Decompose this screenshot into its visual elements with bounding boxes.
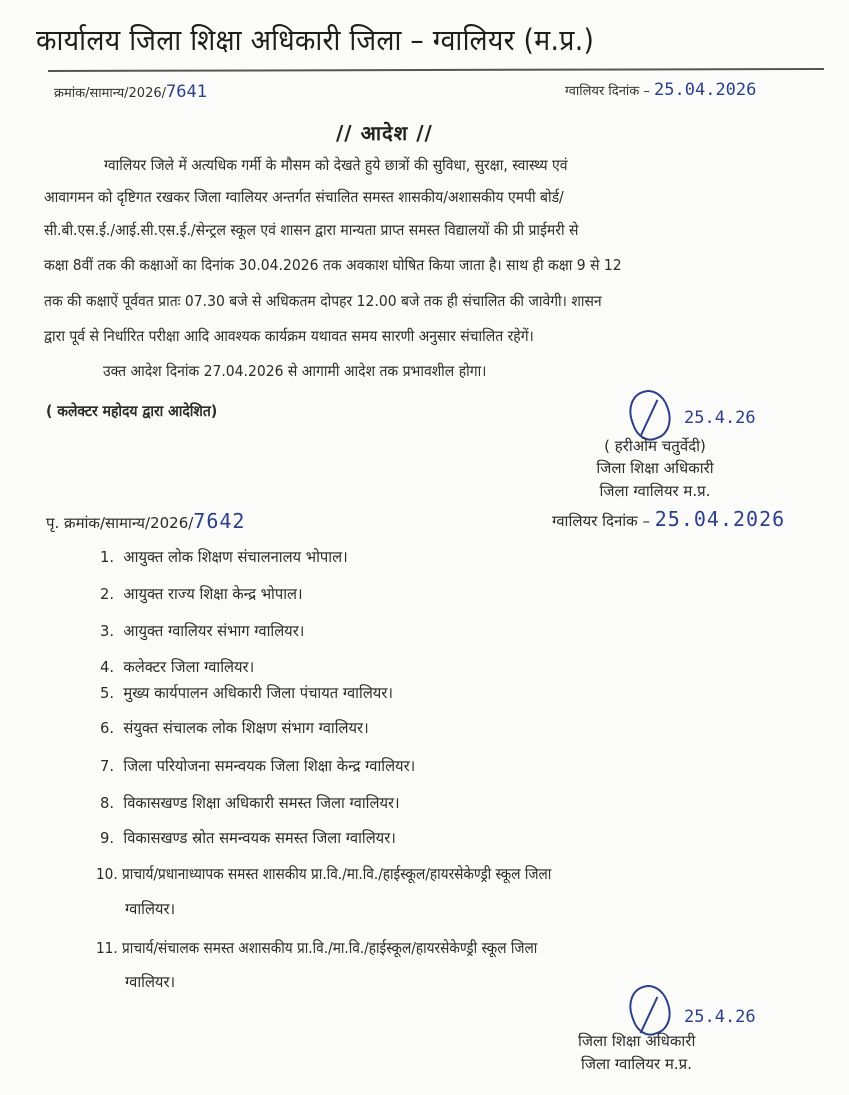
reference-number bbox=[54, 82, 207, 102]
officer-designation: जिला शिक्षा अधिकारी bbox=[578, 1032, 696, 1050]
paragraph-line: ग्वालियर जिले में अत्यधिक गर्मी के मौसम को देखते हुये छात्रों की सुविधा, सुरक्षा, स्वास्थ्य एवं bbox=[104, 156, 568, 174]
list-item: 1. आयुक्त लोक शिक्षण संचालनालय भोपाल। bbox=[100, 548, 348, 566]
officer-designation: जिला शिक्षा अधिकारी bbox=[596, 459, 714, 477]
endorsement-handwritten-number: 7642 bbox=[193, 509, 246, 533]
list-item: 7. जिला परियोजना समन्वयक जिला शिक्षा केन्द्र ग्वालियर। bbox=[100, 757, 416, 775]
endorsement-date bbox=[552, 507, 785, 531]
order-heading: // आदेश // bbox=[336, 121, 433, 145]
list-item-continuation: ग्वालियर। bbox=[125, 973, 176, 991]
signature-date: 25.4.26 bbox=[684, 408, 756, 428]
signature-date: 25.4.26 bbox=[684, 1007, 756, 1027]
endorsement-date-label: ग्वालियर दिनांक – bbox=[552, 512, 650, 530]
list-item: 4. कलेक्टर जिला ग्वालियर। bbox=[100, 658, 255, 676]
reference-prefix: क्रमांक/सामान्य/2026/ bbox=[54, 86, 167, 101]
list-item: 3. आयुक्त ग्वालियर संभाग ग्वालियर। bbox=[100, 622, 305, 640]
list-item: 11. प्राचार्य/संचालक समस्त अशासकीय प्रा.वि./मा.वि./हाईस्कूल/हायरसेकेण्ड्री स्कूल जिला bbox=[96, 939, 538, 957]
list-item: 6. संयुक्त संचालक लोक शिक्षण संभाग ग्वालियर। bbox=[100, 719, 369, 737]
header-date bbox=[565, 80, 756, 100]
list-item: 5. मुख्य कार्यपालन अधिकारी जिला पंचायत ग्वालियर। bbox=[100, 684, 393, 702]
paragraph-line: तक की कक्षाऐं पूर्ववत प्रातः 07.30 बजे से अधिकतम दोपहर 12.00 बजे तक ही संचालित की जावेगी। शासन bbox=[44, 292, 602, 310]
officer-location: जिला ग्वालियर म.प्र. bbox=[581, 1055, 692, 1073]
officer-name: ( हरीओम चतुर्वेदी) bbox=[604, 437, 706, 455]
list-item: 2. आयुक्त राज्य शिक्षा केन्द्र भोपाल। bbox=[100, 585, 303, 603]
paragraph-line: सी.बी.एस.ई./आई.सी.एस.ई./सेन्ट्रल स्कूल एवं शासन द्वारा मान्यता प्राप्त समस्त विद्यालयों की प्री प्राईमरी से bbox=[44, 221, 579, 239]
paragraph-line: आवागमन को दृष्टिगत रखकर जिला ग्वालियर अन्तर्गत संचालित समस्त शासकीय/अशासकीय एमपी बोर्ड/ bbox=[44, 188, 564, 206]
endorsement-prefix: पृ. क्रमांक/सामान्य/2026/ bbox=[46, 514, 194, 532]
list-item: 9. विकासखण्ड स्रोत समन्वयक समस्त जिला ग्वालियर। bbox=[100, 829, 396, 847]
endorsement-reference bbox=[46, 509, 245, 533]
paragraph-line: कक्षा 8वीं तक की कक्षाओं का दिनांक 30.04.2026 तक अवकाश घोषित किया जाता है। साथ ही कक्षा 9 से 12 bbox=[44, 256, 622, 274]
officer-location: जिला ग्वालियर म.प्र. bbox=[599, 482, 711, 500]
date-handwritten: 25.04.2026 bbox=[654, 80, 757, 100]
list-item: 10. प्राचार्य/प्रधानाध्यापक समस्त शासकीय प्रा.वि./मा.वि./हाईस्कूल/हायरसेकेण्ड्री स्कूल जिला bbox=[96, 865, 552, 883]
effective-date-line: उक्त आदेश दिनांक 27.04.2026 से आगामी आदेश तक प्रभावशील होगा। bbox=[103, 362, 487, 380]
endorsement-date-handwritten: 25.04.2026 bbox=[654, 507, 786, 531]
list-item: 8. विकासखण्ड शिक्षा अधिकारी समस्त जिला ग्वालियर। bbox=[100, 794, 400, 812]
header-divider bbox=[48, 68, 824, 72]
paragraph-line: द्वारा पूर्व से निर्धारित परीक्षा आदि आवश्यक कार्यक्रम यथावत समय सारणी अनुसार संचालित रहेगें। bbox=[44, 327, 534, 345]
date-label: ग्वालियर दिनांक – bbox=[565, 84, 650, 99]
reference-handwritten-number: 7641 bbox=[166, 82, 207, 102]
authority-note: ( कलेक्टर महोदय द्वारा आदेशित) bbox=[46, 402, 218, 420]
list-item-continuation: ग्वालियर। bbox=[125, 900, 176, 918]
office-title: कार्यालय जिला शिक्षा अधिकारी जिला – ग्वालियर (म.प्र.) bbox=[36, 23, 595, 57]
